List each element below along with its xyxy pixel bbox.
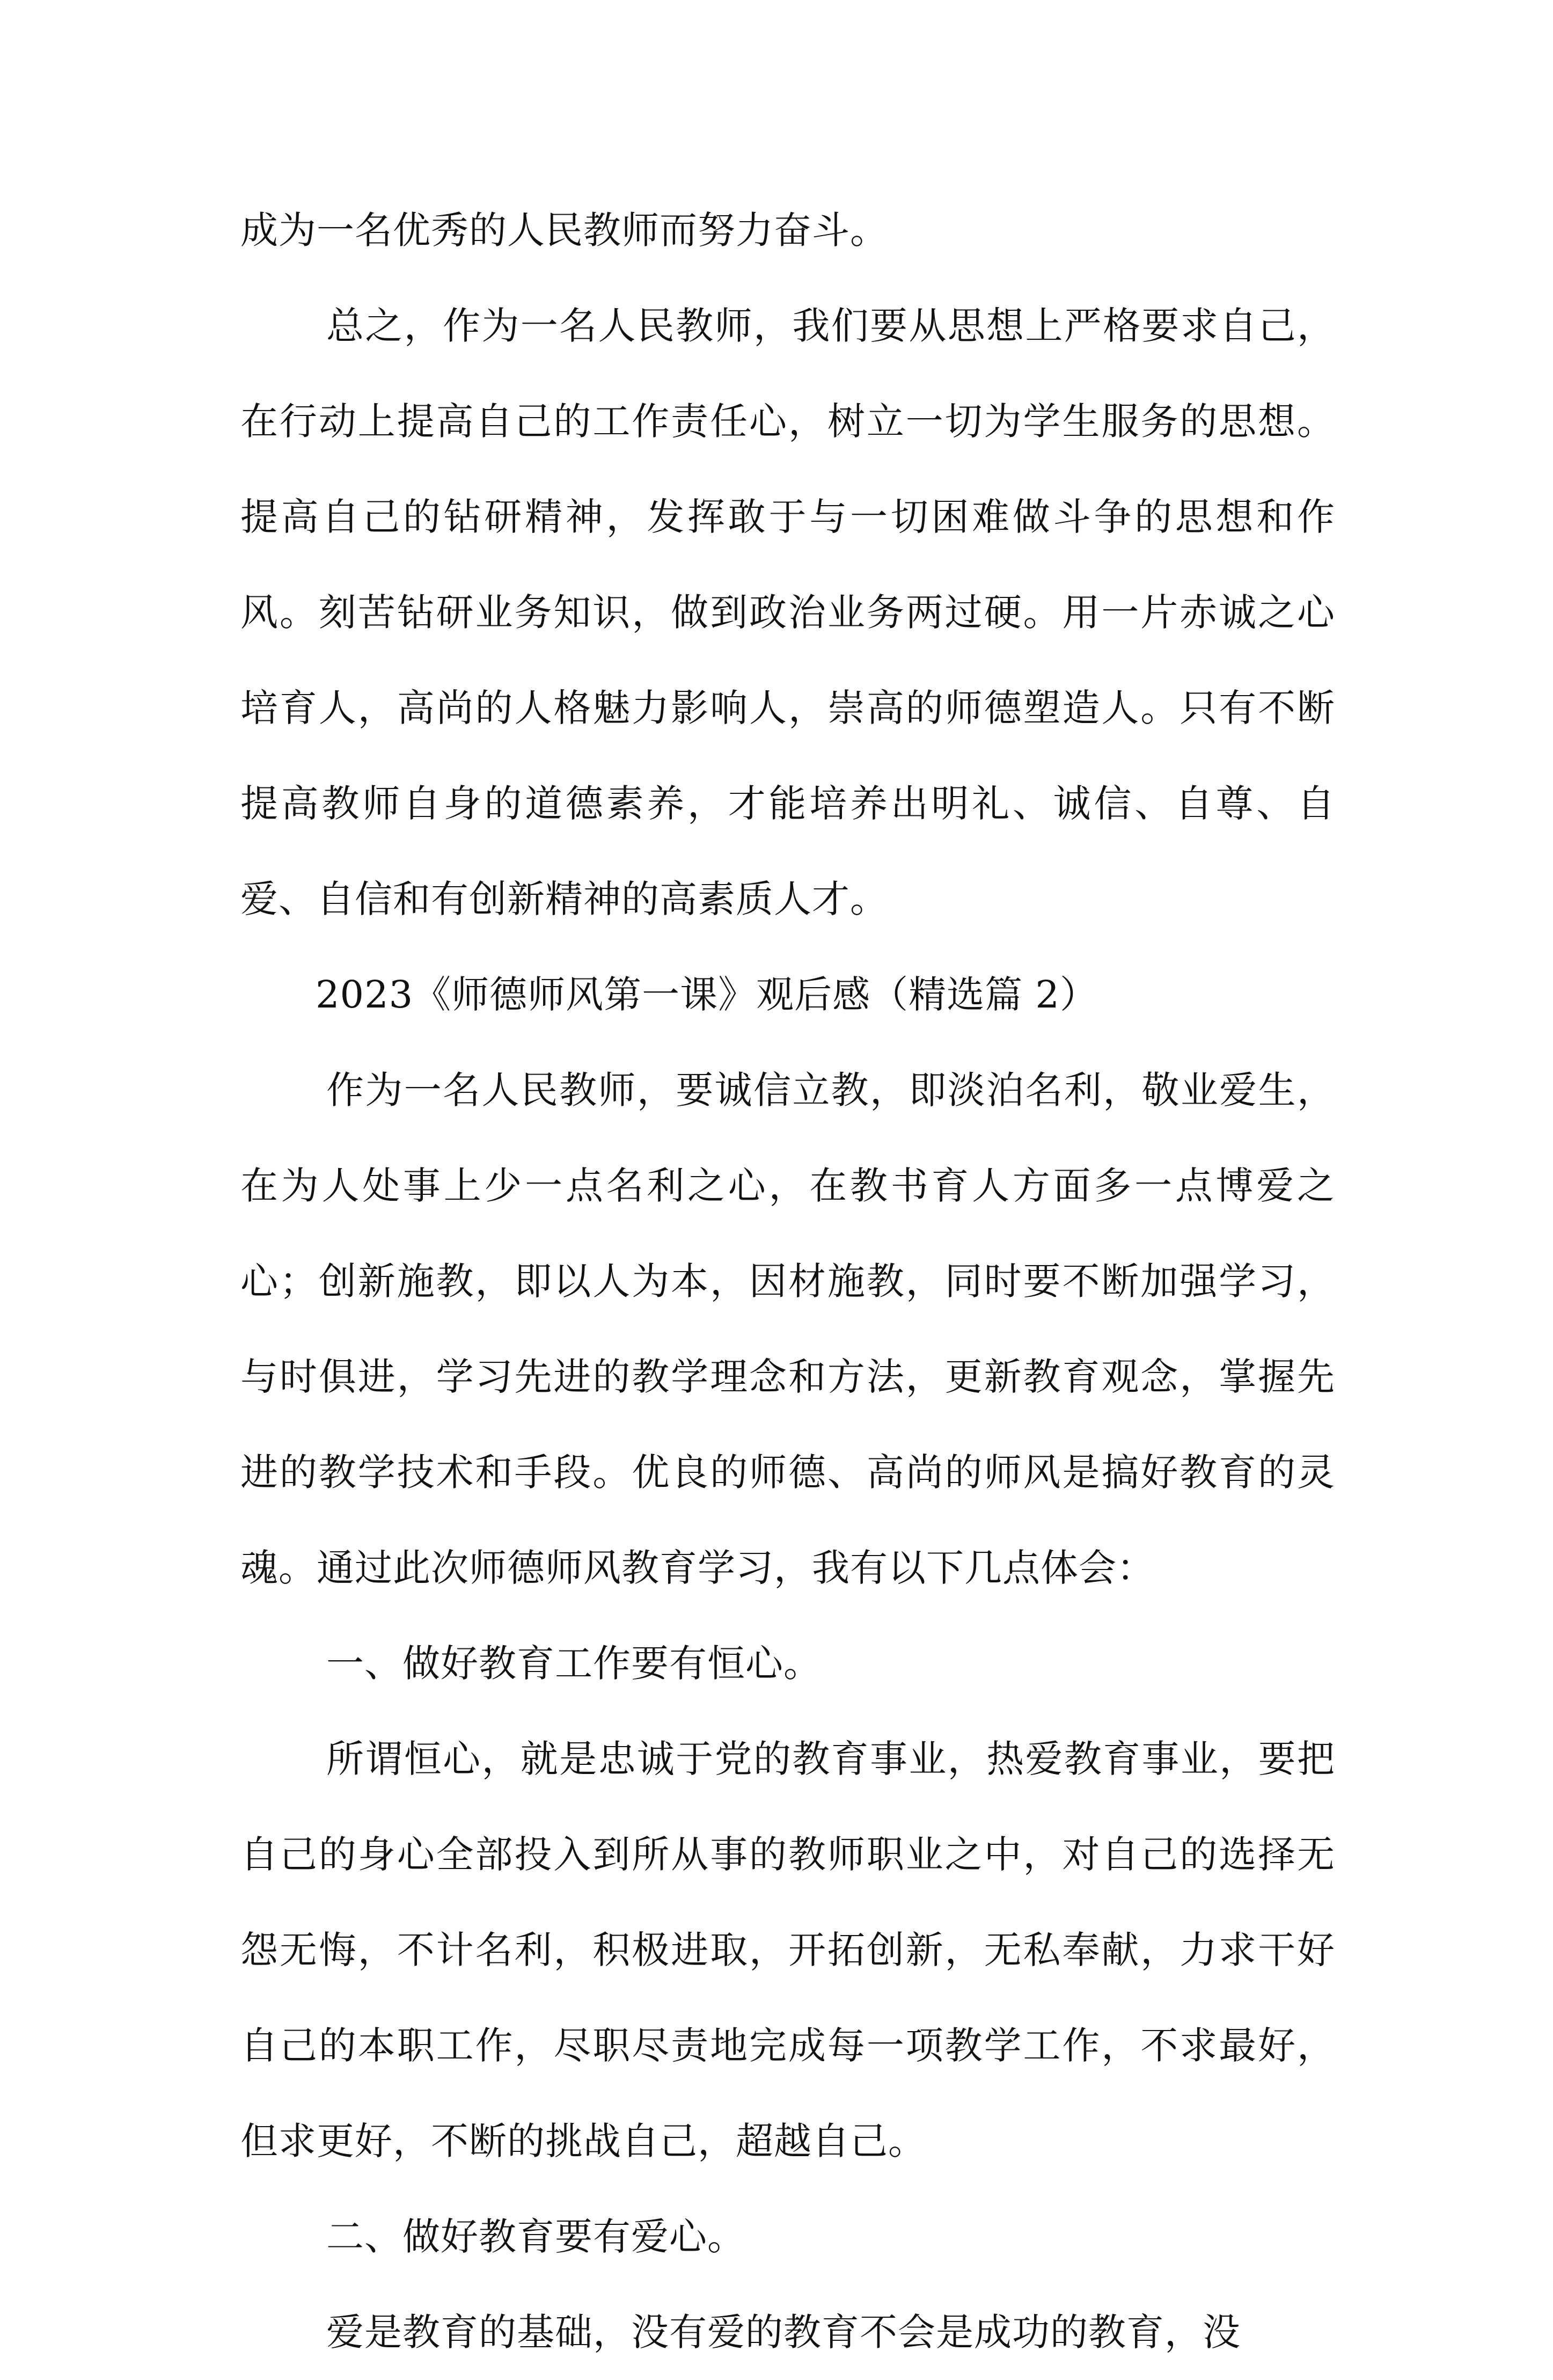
paragraph-perseverance: 所谓恒心，就是忠诚于党的教育事业，热爱教育事业，要把自己的身心全部投入到所从事的教师职业之中，对自己的选择无怨无悔，不计名利，积极进取，开拓创新，无私奉献，力求干好自己的本职工作，尽职尽责地完成每一项教学工作，不求最好，但求更好，不断的挑战自己，超越自己。 [240, 1737, 1335, 2163]
paragraph-love: 爱是教育的基础，没有爱的教育不会是成功的教育，没 [326, 2310, 1241, 2354]
point-heading-2: 二、做好教育要有爱心。 [326, 2215, 745, 2259]
paragraph-continuation: 成为一名优秀的人民教师而努力奋斗。 [240, 208, 888, 252]
document-body [240, 182, 1335, 2380]
section-heading: 2023《师德师风第一课》观后感（精选篇 2） [316, 973, 1098, 1017]
point-heading-1: 一、做好教育工作要有恒心。 [326, 1641, 822, 1685]
paragraph-intro: 作为一名人民教师，要诚信立教，即淡泊名利，敬业爱生，在为人处事上少一点名利之心，在教书育人方面多一点博爱之心；创新施教，即以人为本，因材施教，同时要不断加强学习，与时俱进，学习先进的教学理念和方法，更新教育观念，掌握先进的教学技术和手段。优良的师德、高尚的师风是搞好教育的灵魂。通过此次师德师风教育学习，我有以下几点体会： [240, 1068, 1335, 1590]
paragraph-summary: 总之，作为一名人民教师，我们要从思想上严格要求自己，在行动上提高自己的工作责任心，树立一切为学生服务的思想。提高自己的钻研精神，发挥敢于与一切困难做斗争的思想和作风。刻苦钻研业务知识，做到政治业务两过硬。用一片赤诚之心培育人，高尚的人格魅力影响人，崇高的师德塑造人。只有不断提高教师自身的道德素养，才能培养出明礼、诚信、自尊、自爱、自信和有创新精神的高素质人才。 [240, 304, 1335, 921]
